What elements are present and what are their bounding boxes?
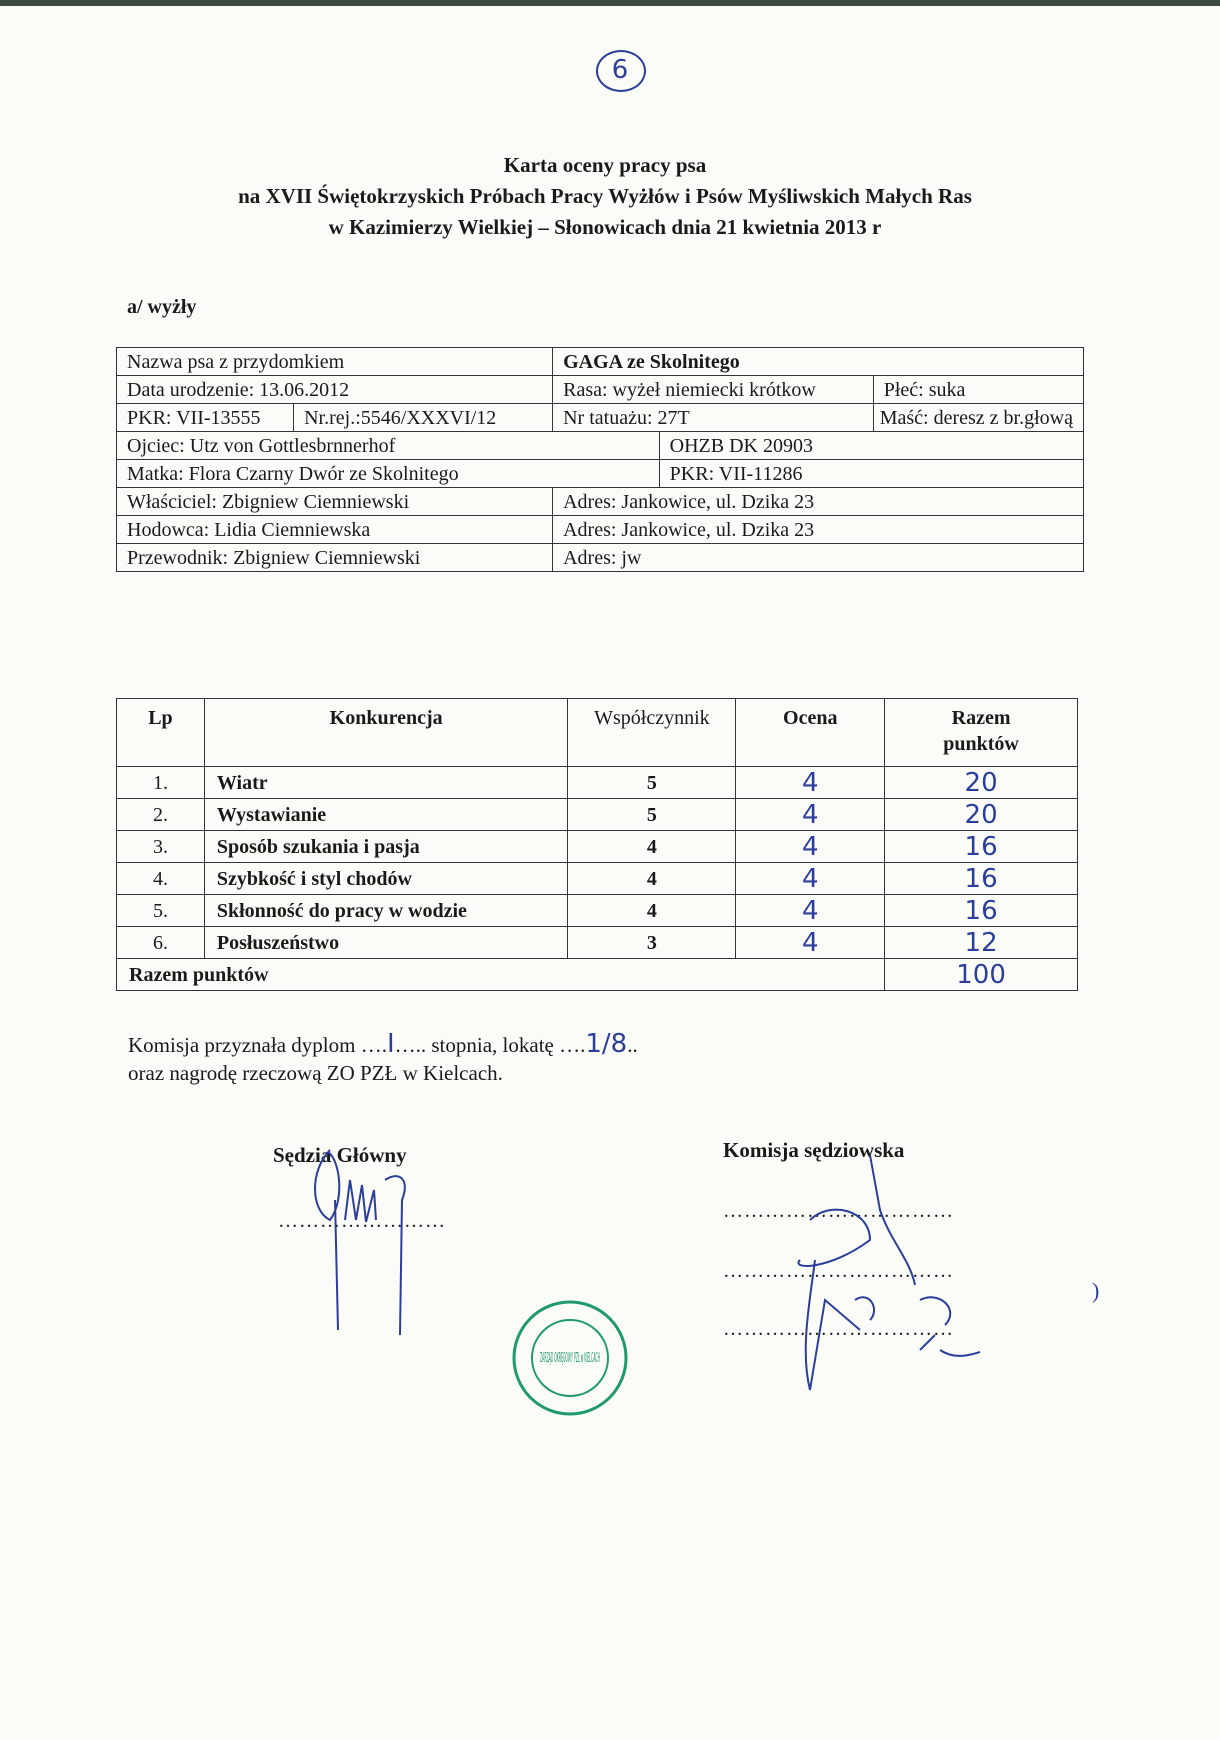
header-total [885, 699, 1078, 767]
info-row-father [117, 432, 1084, 460]
info-row-birth [117, 376, 1084, 404]
score-table [116, 698, 1078, 991]
owner: Właściciel: Zbigniew Ciemniewski [117, 488, 553, 516]
commission-signature-line-2: …………………………… [723, 1260, 954, 1282]
row-discipline: Szybkość i styl chodów [204, 863, 568, 895]
award-line-2: oraz nagrodę rzeczową ZO PZŁ w Kielcach. [128, 1061, 503, 1085]
header-total-line1: Razem [951, 707, 1011, 729]
chief-judge-title: Sędzia Główny [273, 1143, 407, 1167]
info-row-owner [117, 488, 1084, 516]
row-coefficient: 3 [568, 927, 736, 959]
info-row-name [117, 348, 1084, 376]
chief-judge-signature [290, 1140, 450, 1340]
breeder: Hodowca: Lidia Ciemniewska [117, 516, 553, 544]
dog-info-table [116, 347, 1084, 572]
section-label: a/ wyżły [127, 296, 197, 318]
title-line-3: w Kazimierzy Wielkiej – Słonowicach dnia 21 kwietnia 2013 r [328, 215, 882, 239]
row-points: 20 [885, 767, 1078, 799]
header-coefficient: Współczynnik [568, 699, 736, 767]
score-row [117, 863, 1078, 895]
row-lp: 6. [117, 927, 205, 959]
award-line-1 [128, 1030, 638, 1059]
info-row-pkr [117, 404, 1084, 432]
row-grade: 4 [736, 863, 885, 895]
header-lp: Lp [117, 699, 205, 767]
row-points: 12 [885, 927, 1078, 959]
score-row [117, 927, 1078, 959]
chief-judge-signature-line: …………………… [278, 1210, 446, 1232]
score-row [117, 831, 1078, 863]
scan-edge-mark: ) [1092, 1278, 1100, 1303]
total-label: Razem punktów [117, 959, 885, 991]
row-lp: 3. [117, 831, 205, 863]
row-points: 20 [885, 799, 1078, 831]
header-discipline: Konkurencja [204, 699, 568, 767]
breeder-address: Adres: Jankowice, ul. Dzika 23 [553, 516, 1084, 544]
handler-address: Adres: jw [553, 544, 1084, 572]
stamp-text: ZARZĄD OKRĘGOWY PZŁ w KIELCACH [540, 1351, 600, 1366]
commission-signatures [770, 1150, 1000, 1410]
commission-title: Komisja sędziowska [723, 1138, 905, 1162]
placement: 1/8 [585, 1029, 628, 1059]
row-grade: 4 [736, 799, 885, 831]
handler: Przewodnik: Zbigniew Ciemniewski [117, 544, 553, 572]
row-grade: 4 [736, 895, 885, 927]
owner-address: Adres: Jankowice, ul. Dzika 23 [553, 488, 1084, 516]
diploma-degree: I [386, 1029, 395, 1059]
document-title [100, 150, 1110, 243]
award-part-2: ….. stopnia, lokatę …. [394, 1033, 586, 1057]
info-row-breeder [117, 516, 1084, 544]
row-points: 16 [885, 895, 1078, 927]
row-points: 16 [885, 831, 1078, 863]
row-coefficient: 5 [568, 799, 736, 831]
row-discipline: Wiatr [204, 767, 568, 799]
header-grade: Ocena [736, 699, 885, 767]
pkr: PKR: VII-13555 [117, 404, 294, 432]
tattoo: Nr tatuażu: 27T [553, 404, 874, 432]
breed: Rasa: wyżeł niemiecki krótkow [553, 376, 874, 404]
row-lp: 4. [117, 863, 205, 895]
mother: Matka: Flora Czarny Dwór ze Skolnitego [117, 460, 660, 488]
commission-signature-line-1: …………………………… [723, 1200, 954, 1222]
row-lp: 5. [117, 895, 205, 927]
row-points: 16 [885, 863, 1078, 895]
score-header-row [117, 699, 1078, 767]
header-total-line2: punktów [943, 733, 1019, 755]
birth-date: Data urodzenie: 13.06.2012 [117, 376, 553, 404]
row-coefficient: 4 [568, 895, 736, 927]
award-part-1: Komisja przyznała dyplom …. [128, 1033, 387, 1057]
row-grade: 4 [736, 831, 885, 863]
name-label: Nazwa psa z przydomkiem [117, 348, 553, 376]
total-points: 100 [885, 959, 1078, 991]
row-lp: 1. [117, 767, 205, 799]
row-lp: 2. [117, 799, 205, 831]
score-row [117, 767, 1078, 799]
row-discipline: Skłonność do pracy w wodzie [204, 895, 568, 927]
father: Ojciec: Utz von Gottlesbrnnerhof [117, 432, 660, 460]
score-row [117, 799, 1078, 831]
handwritten-page-number: 6 [590, 50, 650, 90]
row-coefficient: 4 [568, 863, 736, 895]
score-total-row [117, 959, 1078, 991]
registration-number: Nr.rej.:5546/XXXVI/12 [294, 404, 553, 432]
row-grade: 4 [736, 927, 885, 959]
info-row-handler [117, 544, 1084, 572]
row-coefficient: 4 [568, 831, 736, 863]
row-discipline: Posłuszeństwo [204, 927, 568, 959]
row-discipline: Wystawianie [204, 799, 568, 831]
scan-top-edge [0, 0, 1220, 6]
award-part-3: .. [627, 1033, 638, 1057]
award-text [128, 1030, 638, 1087]
dog-name: GAGA ze Skolnitego [553, 348, 1084, 376]
title-line-2: na XVII Świętokrzyskich Próbach Pracy Wyżłów i Psów Myśliwskich Małych Ras [238, 184, 972, 208]
info-row-mother [117, 460, 1084, 488]
title-line-1: Karta oceny pracy psa [503, 153, 707, 177]
row-coefficient: 5 [568, 767, 736, 799]
row-discipline: Sposób szukania i pasja [204, 831, 568, 863]
association-stamp [510, 1298, 630, 1418]
sex: Płeć: suka [873, 376, 1083, 404]
score-row [117, 895, 1078, 927]
coat-colour: Maść: deresz z br.głową [873, 404, 1083, 432]
father-id: OHZB DK 20903 [659, 432, 1083, 460]
row-grade: 4 [736, 767, 885, 799]
mother-id: PKR: VII-11286 [659, 460, 1083, 488]
commission-signature-line-3: …………………………… [723, 1318, 954, 1340]
